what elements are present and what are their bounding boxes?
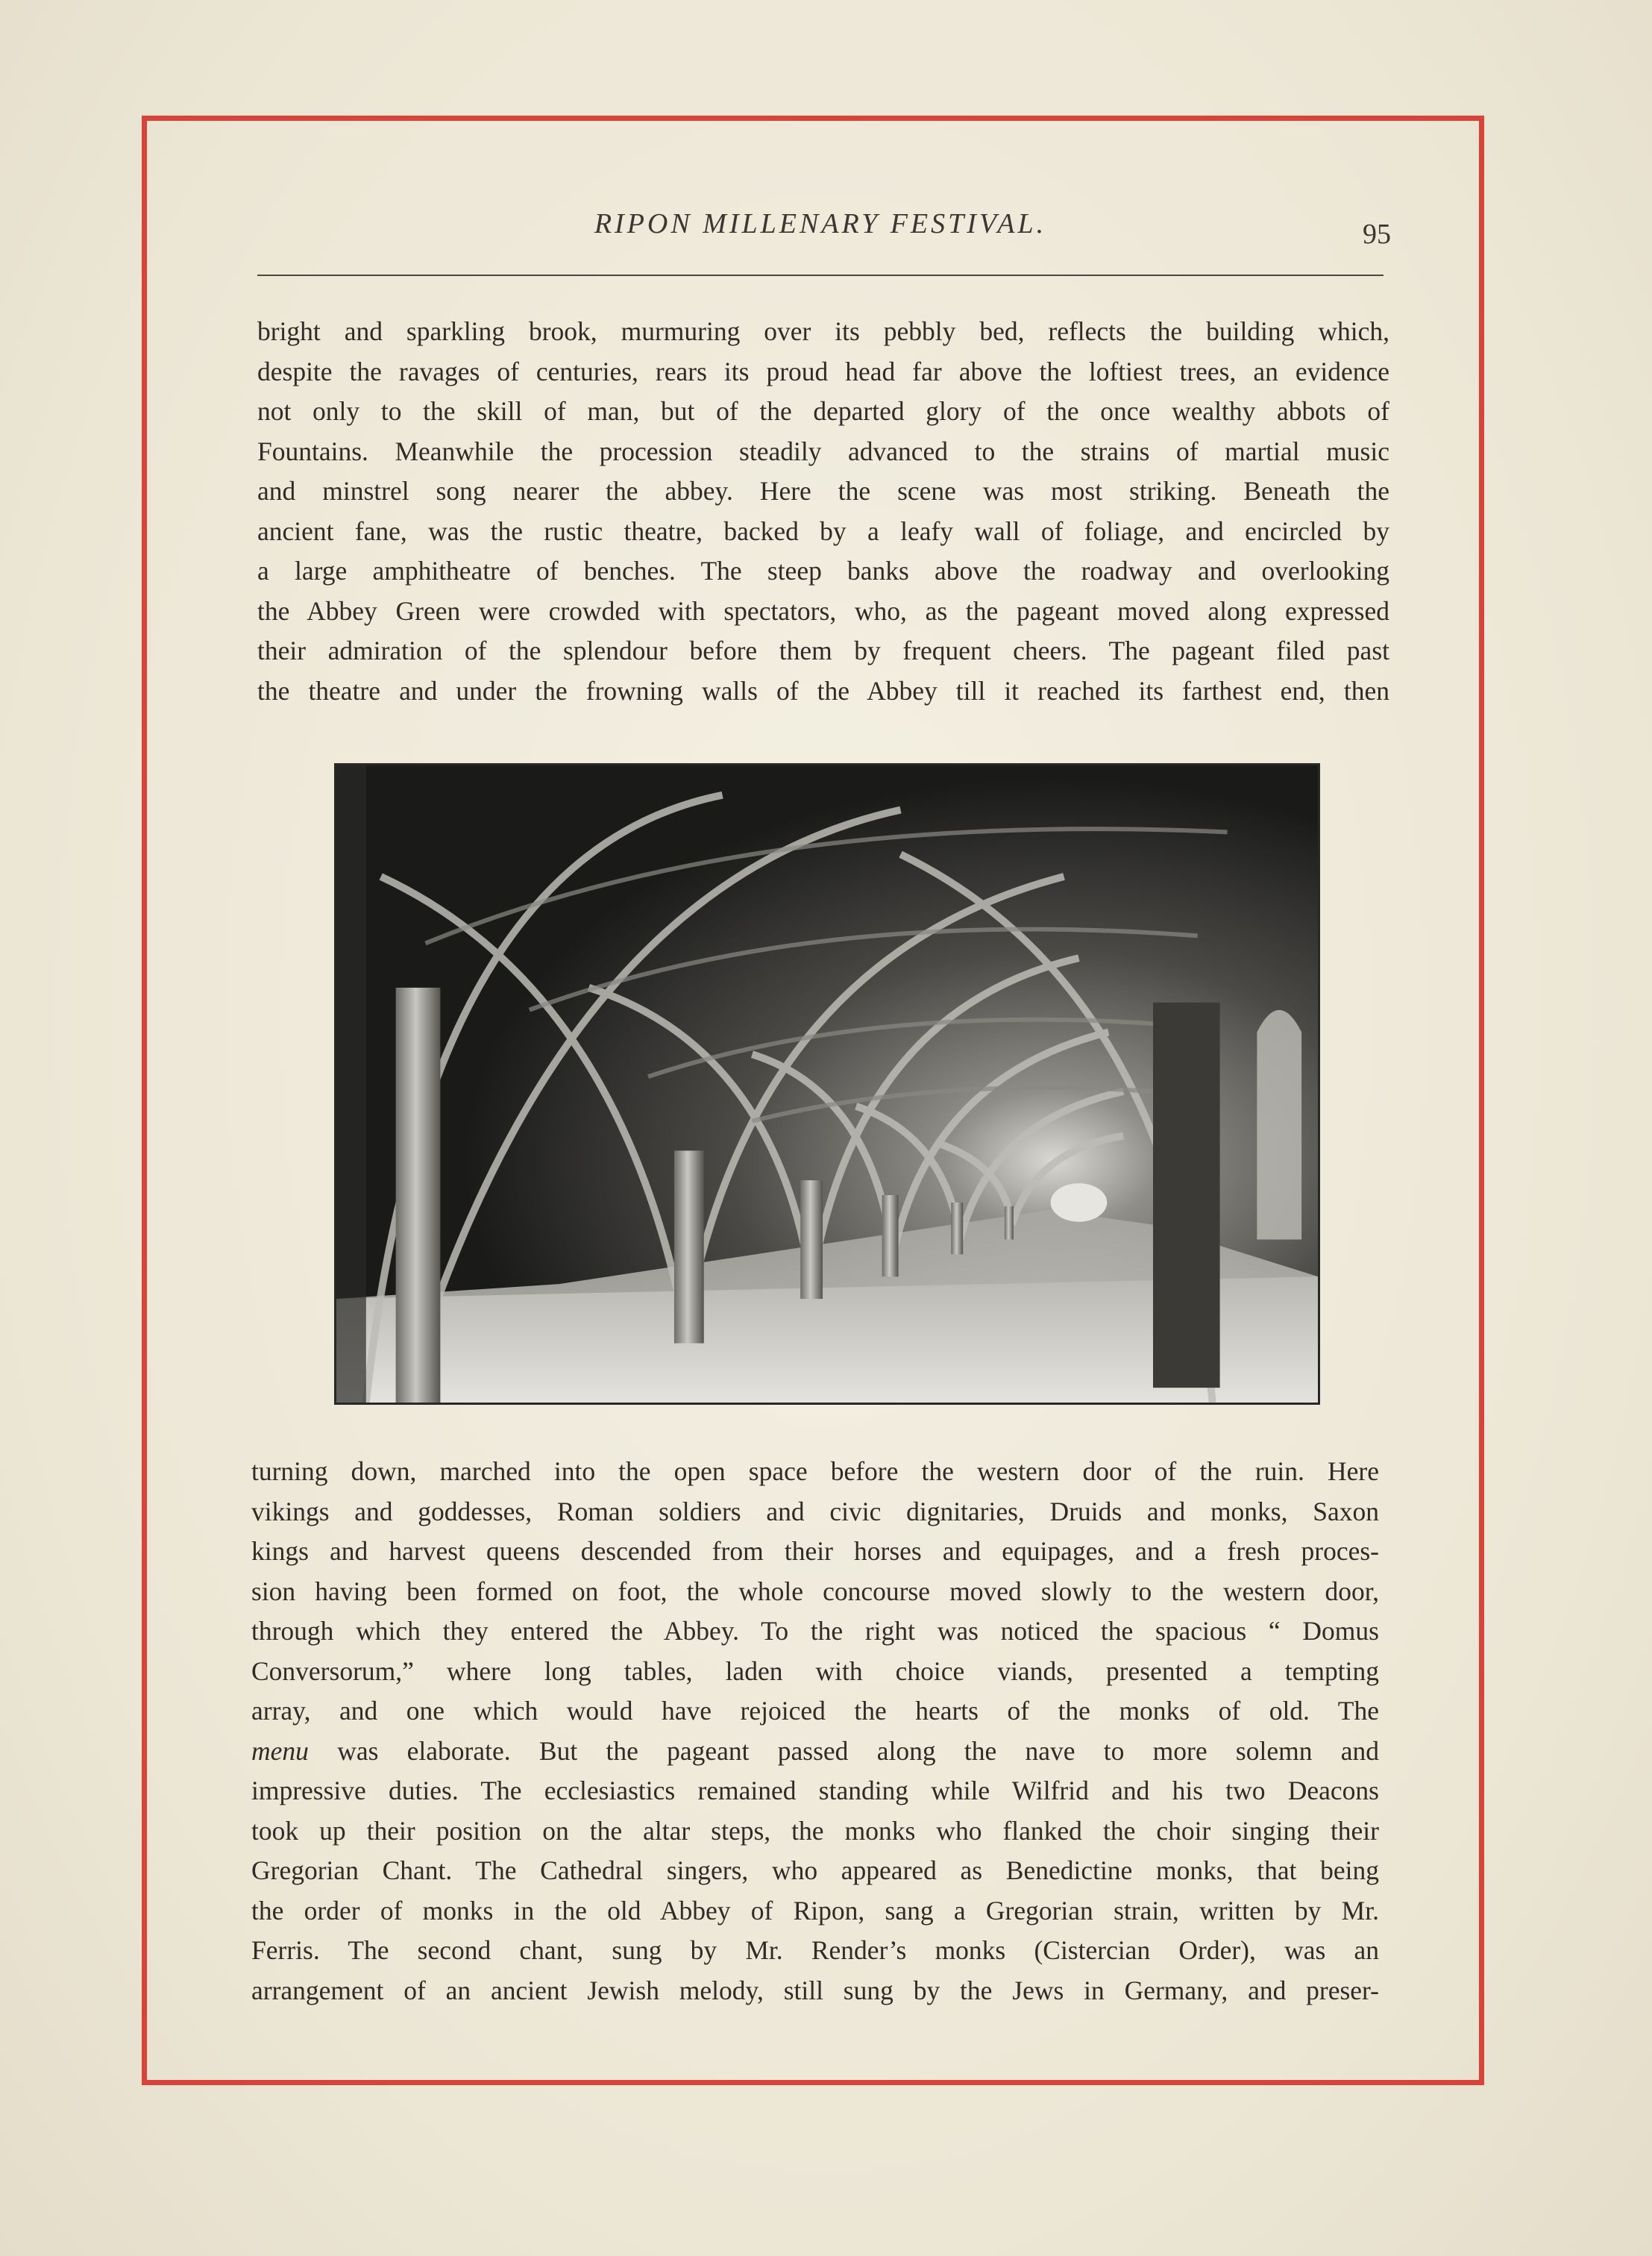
vaulted-undercroft-illustration	[336, 765, 1318, 1403]
text-line: impressive duties. The ecclesiastics remained standing while Wilfrid and his two Deacons	[251, 1776, 1379, 1805]
text-line: despite the ravages of centuries, rears its proud head far above the loftiest trees, an evidence	[257, 356, 1389, 386]
text-line: through which they entered the Abbey. To the right was noticed the spacious “ Domus	[251, 1616, 1379, 1646]
text-line: turning down, marched into the open space before the western door of the ruin. Here	[251, 1456, 1379, 1486]
text-line: bright and sparkling brook, murmuring over its pebbly bed, reflects the building which,	[257, 316, 1389, 346]
text-line: sion having been formed on foot, the whole concourse moved slowly to the western door,	[251, 1576, 1379, 1606]
text-line: took up their position on the altar steps, the monks who flanked the choir singing their	[251, 1815, 1379, 1846]
text-line: arrangement of an ancient Jewish melody, still sung by the Jews in Germany, and preser-	[251, 1975, 1379, 2005]
text-line: array, and one which would have rejoiced the hearts of the monks of old. The	[251, 1696, 1379, 1726]
running-title: RIPON MILLENARY FESTIVAL.	[594, 208, 1047, 239]
page-number: 95	[1363, 219, 1391, 250]
text-line: Gregorian Chant. The Cathedral singers, who appeared as Benedictine monks, that being	[251, 1855, 1379, 1885]
text-line: and minstrel song nearer the abbey. Here the scene was most striking. Beneath the	[257, 476, 1389, 506]
text-line: Ferris. The second chant, sung by Mr. Render’s monks (Cistercian Order), was an	[251, 1935, 1379, 1965]
text-line: not only to the skill of man, but of the departed glory of the once wealthy abbots of	[257, 396, 1389, 426]
text-line: the Abbey Green were crowded with spectators, who, as the pageant moved along expressed	[257, 595, 1389, 626]
text-line: vikings and goddesses, Roman soldiers and civic dignitaries, Druids and monks, Saxon	[251, 1496, 1379, 1526]
text-line: Conversorum,” where long tables, laden with choice viands, presented a tempting	[251, 1655, 1379, 1686]
italic-menu-word: menu	[251, 1735, 309, 1766]
text-line: the order of monks in the old Abbey of Ripon, sang a Gregorian strain, written by Mr.	[251, 1895, 1379, 1926]
header-rule	[257, 275, 1384, 276]
cellarium-vaulted-arches-photograph	[334, 763, 1320, 1405]
text-line: Fountains. Meanwhile the procession steadily advanced to the strains of martial music	[257, 436, 1389, 466]
paragraph-bottom	[251, 1452, 1379, 2011]
text-line: ancient fane, was the rustic theatre, backed by a leafy wall of foliage, and encircled by	[257, 516, 1389, 546]
page-header	[257, 200, 1391, 260]
text-line: their admiration of the splendour before them by frequent cheers. The pageant filed past	[257, 636, 1389, 665]
paragraph-top	[257, 312, 1389, 711]
text-line-remainder: was elaborate. But the pageant passed along the nave to more solemn and	[337, 1735, 1379, 1766]
text-line: the theatre and under the frowning walls of the Abbey till it reached its farthest end, then	[257, 675, 1389, 706]
text-line: a large amphitheatre of benches. The steep banks above the roadway and overlooking	[257, 556, 1389, 586]
text-line: kings and harvest queens descended from their horses and equipages, and a fresh proces-	[251, 1536, 1379, 1566]
text-line-with-italic	[251, 1732, 1379, 1772]
